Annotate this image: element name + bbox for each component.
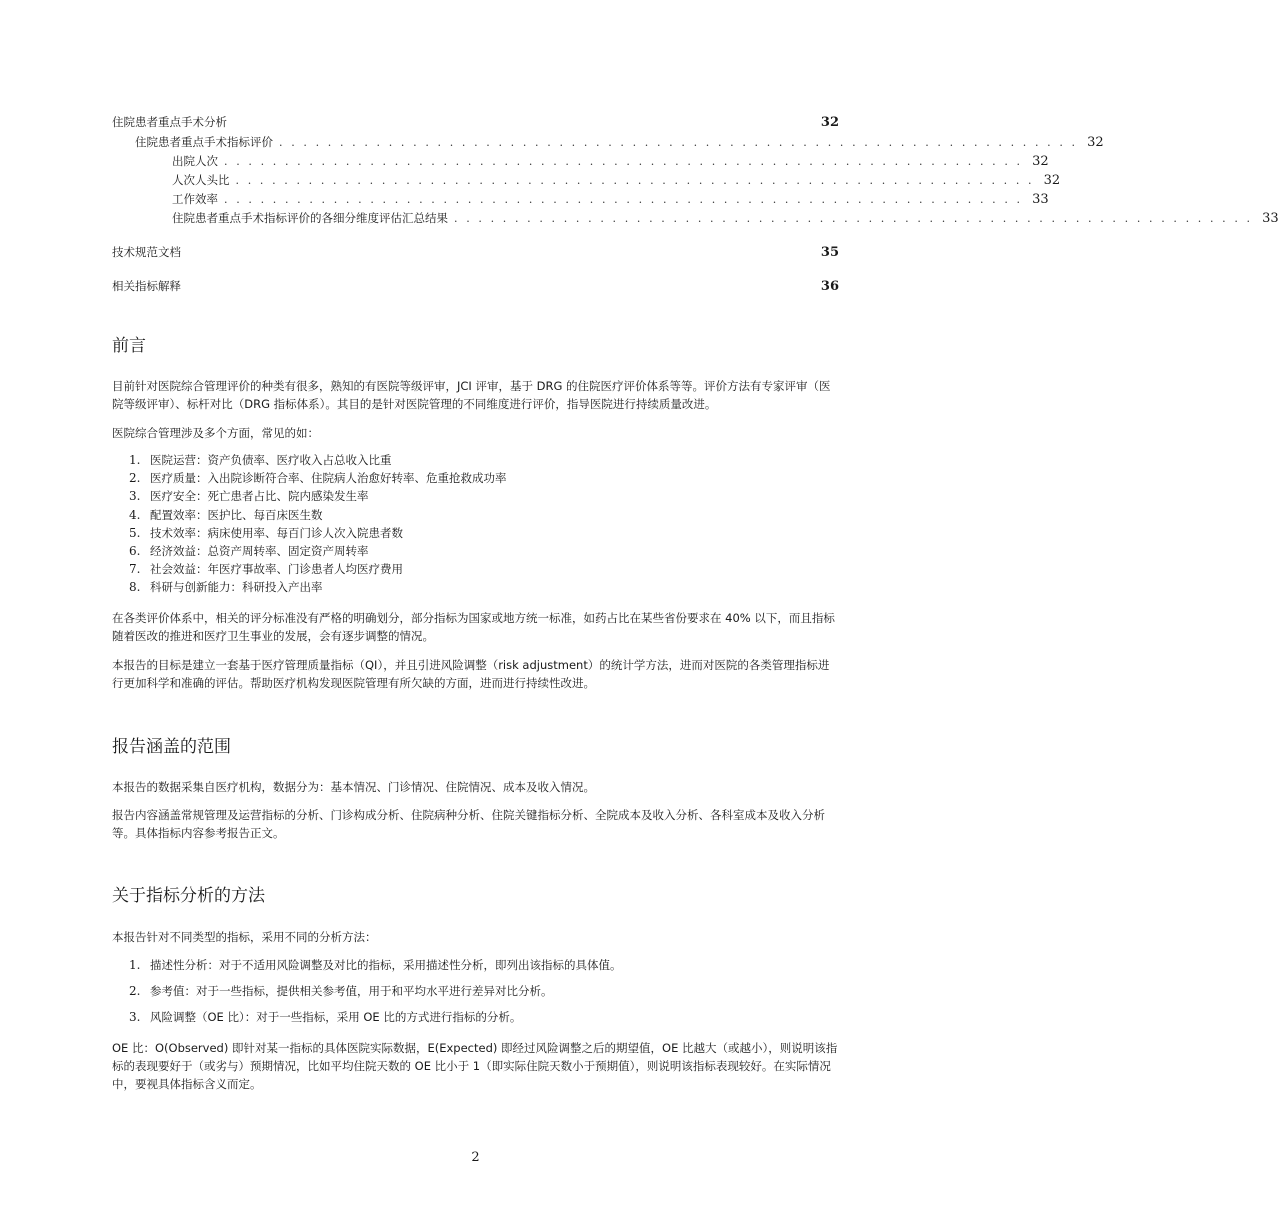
toc-entry-page: 32 (820, 115, 839, 130)
toc-entry-page: 32 (1032, 154, 1049, 169)
toc-entry[interactable] (112, 134, 1104, 153)
toc-entry-label: 技术规范文档 (112, 245, 181, 259)
list-item: 3. 医疗安全：死亡患者占比、院内感染发生率 (129, 489, 369, 504)
toc-dot-leader: . . . . . . . . . . . . . . . . . . . . . . . . . . . . . . . . . . . . . . . . . . . . . . . . . . . . . . . . . . . . . . . . . . (454, 212, 1253, 225)
toc-dot-leader: . . . . . . . . . . . . . . . . . . . . . . . . . . . . . . . . . . . . . . . . . . . . . . . . . . . . . . . . . . . . . . . . . . (235, 174, 1035, 187)
toc-entry[interactable] (112, 244, 839, 263)
preface-paragraph-1: 目前针对医院综合管理评价的种类有很多，熟知的有医院等级评审，JCI 评审，基于 DRG 的住院医疗评价体系等等。评价方法有专家评审（医院等级评审）、标杆对比（DRG 指标体系）。其目的是针对医院管理的不同维度进行评价，指导医院进行持续质量改进。 (112, 379, 831, 411)
method-paragraph-1: 本报告针对不同类型的指标，采用不同的分析方法： (112, 930, 377, 944)
toc-entry-page: 33 (1032, 192, 1049, 207)
preface-list (112, 451, 839, 597)
toc-entry[interactable] (112, 210, 1279, 229)
list-item: 7. 社会效益：年医疗事故率、门诊患者人均医疗费用 (129, 562, 403, 577)
list-item: 1. 描述性分析：对于不适用风险调整及对比的指标，采用描述性分析，即列出该指标的具体值。 (129, 958, 622, 972)
scope-paragraph-1: 本报告的数据采集自医疗机构，数据分为：基本情况、门诊情况、住院情况、成本及收入情况。 (112, 780, 595, 794)
toc-entry[interactable] (112, 153, 1049, 172)
toc-entry[interactable] (112, 278, 839, 297)
toc-entry-page: 35 (820, 245, 839, 260)
section-title-scope: 报告涵盖的范围 (112, 737, 231, 757)
scope-paragraph-2: 报告内容涵盖常规管理及运营指标的分析、门诊构成分析、住院病种分析、住院关键指标分析、全院成本及收入分析、各科室成本及收入分析等。具体指标内容参考报告正文。 (112, 808, 825, 840)
toc-entry[interactable] (112, 191, 1049, 210)
toc-entry-page: 33 (1262, 211, 1279, 226)
list-item: 2. 参考值：对于一些指标，提供相关参考值，用于和平均水平进行差异对比分析。 (129, 984, 553, 998)
list-item: 5. 技术效率：病床使用率、每百门诊人次入院患者数 (129, 525, 403, 540)
preface-paragraph-3: 在各类评价体系中，相关的评分标准没有严格的明确划分，部分指标为国家或地方统一标准，如药占比在某些省份要求在 40% 以下，而且指标随着医改的推进和医疗卫生事业的发展，会有逐步调整的情况。 (112, 611, 835, 643)
toc-entry-label: 工作效率 (172, 192, 218, 206)
list-item: 4. 配置效率：医护比、每百床医生数 (129, 507, 323, 522)
toc-entry-label: 人次人头比 (172, 173, 230, 187)
section-title-method: 关于指标分析的方法 (112, 886, 265, 906)
page-number: 2 (471, 1150, 480, 1165)
toc-entry[interactable] (112, 172, 1061, 191)
toc-entry-label: 住院患者重点手术指标评价的各细分维度评估汇总结果 (172, 211, 448, 225)
toc-entry-page: 32 (1087, 135, 1104, 150)
preface-paragraph-2: 医院综合管理涉及多个方面，常见的如： (112, 426, 319, 440)
toc-entry-page: 32 (1043, 173, 1061, 188)
toc-entry-page: 36 (820, 279, 839, 294)
toc-entry-label: 出院人次 (172, 154, 218, 168)
list-item: 3. 风险调整（OE 比）：对于一些指标，采用 OE 比的方式进行指标的分析。 (129, 1010, 522, 1024)
toc-entry-label: 住院患者重点手术指标评价 (135, 135, 273, 149)
toc-entry-label: 相关指标解释 (112, 279, 181, 293)
toc-entry-label: 住院患者重点手术分析 (112, 115, 227, 129)
list-item: 6. 经济效益：总资产周转率、固定资产周转率 (129, 543, 369, 558)
toc-dot-leader: . . . . . . . . . . . . . . . . . . . . . . . . . . . . . . . . . . . . . . . . . . . . . . . . . . . . . . . . . . . . . . . . . . (279, 136, 1078, 149)
list-item: 1. 医院运营：资产负债率、医疗收入占总收入比重 (129, 453, 392, 467)
toc-entry[interactable] (112, 114, 839, 134)
table-of-contents (112, 114, 1279, 297)
toc-dot-leader: . . . . . . . . . . . . . . . . . . . . . . . . . . . . . . . . . . . . . . . . . . . . . . . . . . . . . . . . . . . . . . . . . . (224, 155, 1023, 168)
method-paragraph-2: OE 比：O(Observed) 即针对某一指标的具体医院实际数据，E(Expected) 即经过风险调整之后的期望值，OE 比越大（或越小），则说明该指标的表现要好于（或劣与）预期情况，比如平均住院天数的 OE 比小于 1（即实际住院天数小于预期值），则说明该指标表现较好。在实际情况中，要视具体指标含义而定。 (112, 1041, 838, 1091)
method-list (112, 952, 839, 1030)
toc-dot-leader: . . . . . . . . . . . . . . . . . . . . . . . . . . . . . . . . . . . . . . . . . . . . . . . . . . . . . . . . . . . . . . . . . . (224, 193, 1023, 206)
preface-paragraph-4: 本报告的目标是建立一套基于医疗管理质量指标（QI），并且引进风险调整（risk adjustment）的统计学方法，进而对医院的各类管理指标进行更加科学和准确的评估。帮助医疗机构发现医院管理有所欠缺的方面，进而进行持续性改进。 (112, 658, 830, 690)
list-item: 2. 医疗质量：入出院诊断符合率、住院病人治愈好转率、危重抢救成功率 (129, 471, 507, 486)
document-page (112, 0, 1279, 1229)
section-title-preface: 前言 (112, 336, 146, 356)
list-item: 8. 科研与创新能力：科研投入产出率 (129, 580, 323, 595)
